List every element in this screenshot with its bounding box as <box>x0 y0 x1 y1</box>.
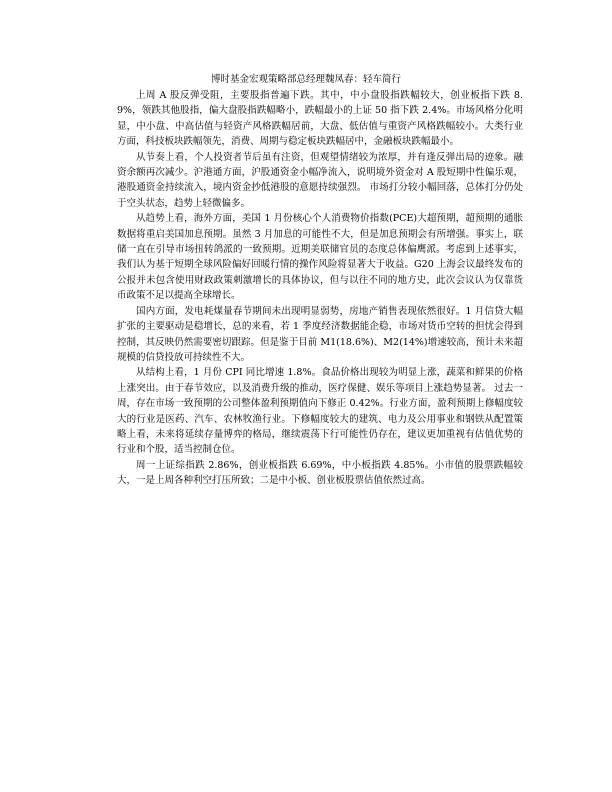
paragraph-trend-overseas: 从趋势上看，海外方面，美国 1 月份核心个人消费物价指数(PCE)大超预期，超预期的通胀数据将重启美国加息预期。虽然 3 月加息的可能性不大，但是加息预期会有所增强。事实上，联储一直在引导市场扭转鸽派的一致预期。近期美联储官员的态度总体偏鹰派。考虑到上述事实，我们认为基于短期全球风险偏好回暖行情的操作风险将显著大于收益。G20 上海会议最终发布的公报并未包含使用财政政策刺激增长的具体协议，但与以往不同的地方史，此次会议认为仅靠货币政策不足以提高全球增长。 <box>117 213 523 302</box>
article-title: 博时基金宏观策略部总经理魏凤春：轻车简行 <box>210 74 401 85</box>
paragraph-structure: 从结构上看，1 月份 CPI 同比增速 1.8%。食品价格出现较为明显上涨，蔬菜和鲜果的价格上涨突出。由于春节效应，以及消费升级的推动，医疗保健、娱乐等项目上涨趋势显著。 过去一周，存在市场一致预期的公司整体盈利预期值向下修正 0.42%。行业方面，盈利预期上修幅度较大的行业是医药、汽车、农林牧渔行业。下修幅度较大的建筑、电力及公用事业和钢铁从配置策略上看，未来将延续存量博弈的格局，继续震荡下行可能性仍存在，建议更加重视有估值优势的行业和个股，适当控制仓位。 <box>117 367 523 456</box>
paragraph-domestic: 国内方面，发电耗煤量春节期间未出现明显弱势，房地产销售表现依然很好。1 月信贷大幅扩张的主要驱动是稳增长，总的来看，若 1 季度经济数据能企稳，市场对货币空转的担忧会得到控制，其反映仍然需要密切跟踪。但是鉴于目前 M1(18.6%)、M2(14%)增速较高，预计未来超规模的信贷投放可持续性不大。 <box>117 305 523 363</box>
paragraph-rhythm: 从节奏上看，个人投资者节后虽有注资，但观望情绪较为浓厚，并有逢反弹出局的迹象。融资余额再次减少。沪港通方面，沪股通资金小幅净流入，说明境外资金对 A 股短期中性偏乐观，港股通资金持续流入，境内资金抄低港股的意愿持续强烈。 市场打分较小幅回落，总体打分仍处于空头状态，趋势上轻微偏多。 <box>117 151 523 209</box>
paragraph-monday: 周一上证综指跌 2.86%，创业板指跌 6.69%，中小板指跌 4.85%。小市值的股票跌幅较大，一是上周各种利空打压所致；二是中小板、创业板股票估值依然过高。 <box>117 459 523 487</box>
article-body <box>117 88 523 489</box>
paragraph-market-review: 上周 A 股反弹受阻，主要股指普遍下跌。其中，中小盘股指跌幅较大，创业板指下跌 8.9%，领跌其他股指，偏大盘股指跌幅略小，跌幅最小的上证 50 指下跌 2.4%。市场风格分化明显，中小盘、中高估值与轻资产风格跌幅居前，大盘、低估值与重资产风格跌幅较小。大类行业方面，科技板块跌幅领先，消费、周期与稳定板块跌幅居中，金融板块跌幅最小。 <box>117 90 523 148</box>
